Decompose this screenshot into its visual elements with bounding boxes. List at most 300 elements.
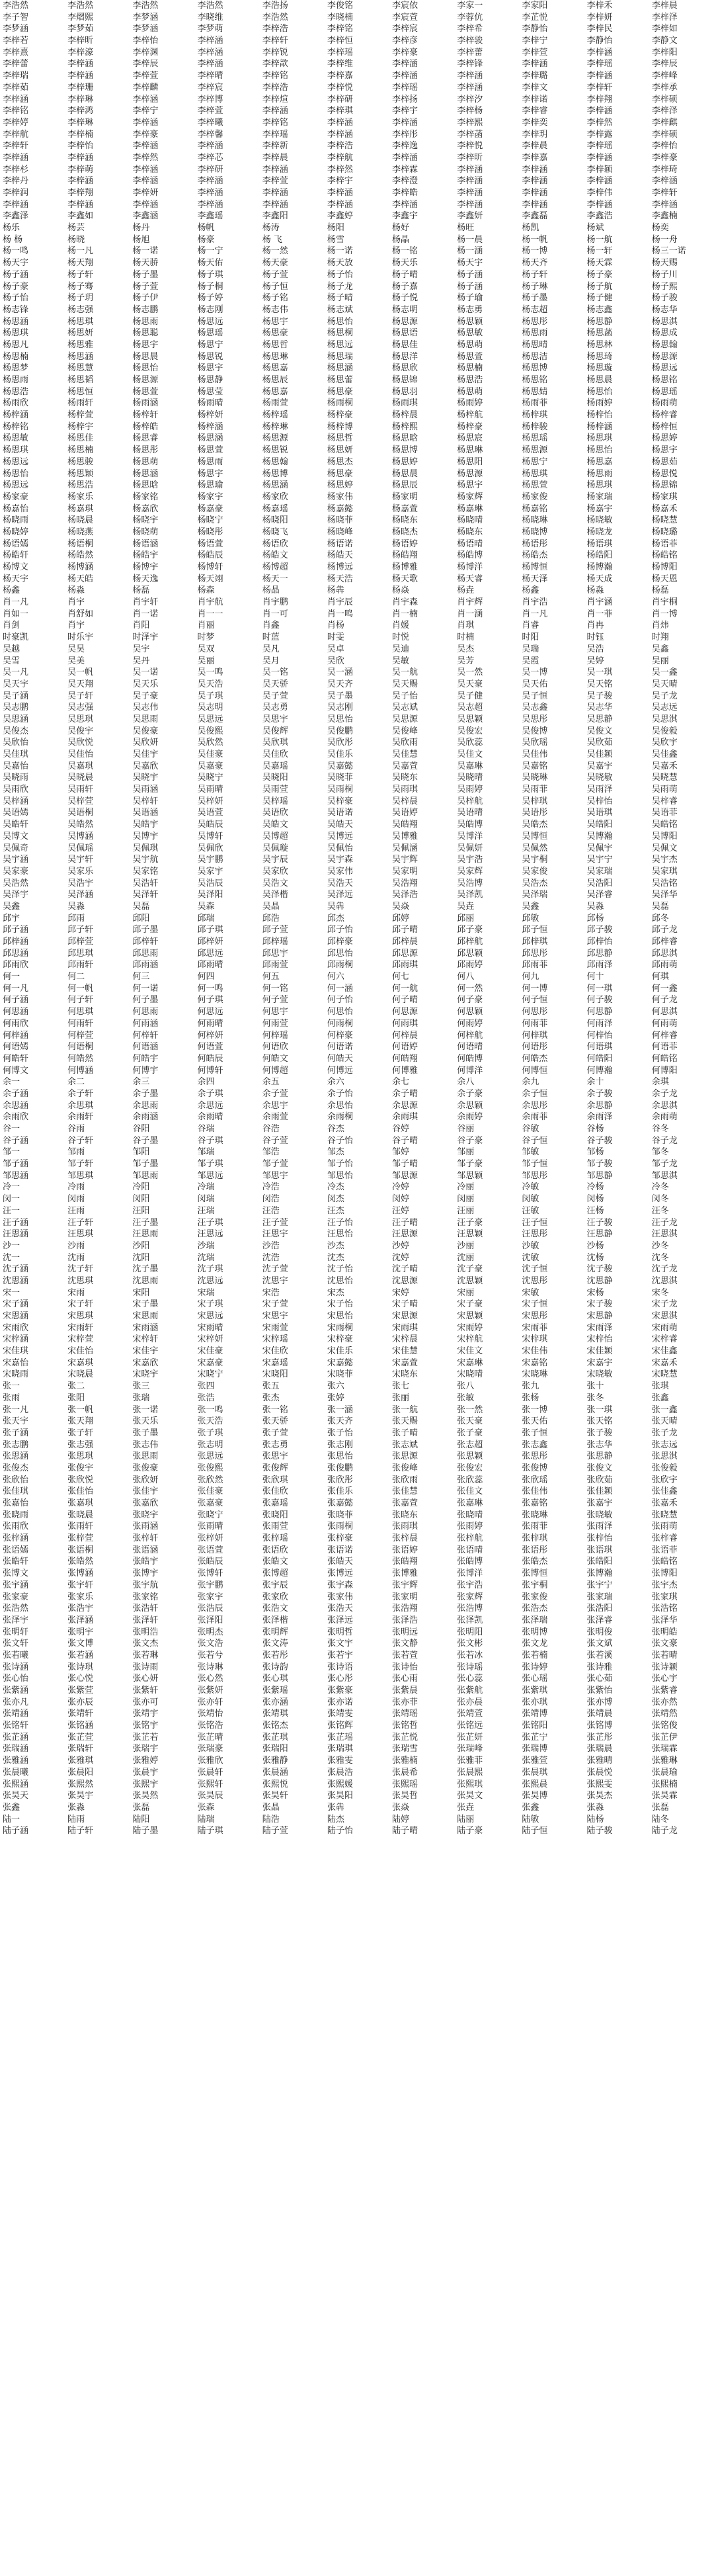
name-cell: 何子涵: [3, 995, 29, 1006]
name-cell: 杨天睿: [457, 574, 483, 584]
name-cell: 沈婷: [392, 1252, 410, 1263]
name-cell: 吴佳乐: [327, 750, 353, 759]
name-cell: 张语诺: [327, 1545, 353, 1555]
name-cell: 张俊毅: [651, 1463, 678, 1473]
name-cell: 沈思琪: [67, 1275, 94, 1286]
name-cell: 李梓茹: [3, 82, 29, 93]
name-cell: 张泽瑞: [522, 1615, 548, 1625]
name-cell: 杨子晴: [392, 269, 418, 280]
name-cell: 何一铭: [262, 983, 288, 994]
name-cell: 杨梓睿: [651, 410, 678, 421]
name-cell: 邱思远: [197, 948, 223, 959]
name-cell: 肖宇辰: [327, 597, 353, 608]
name-cell: 沈思远: [197, 1275, 223, 1286]
name-cell: 何思静: [586, 1007, 613, 1017]
name-cell: 张语涵: [132, 1545, 159, 1555]
name-cell: 宋佳欣: [262, 1346, 288, 1357]
name-cell: 杨思萱: [457, 351, 483, 362]
name-cell: 汪雨: [67, 1205, 85, 1216]
name-cell: 汪思彤: [522, 1229, 548, 1240]
name-cell: 何雨泽: [586, 1018, 613, 1029]
name-cell: 杨天豪: [262, 258, 288, 269]
name-cell: 吴浩宇: [67, 878, 94, 888]
name-cell: 吴凡: [262, 644, 280, 654]
name-cell: 吴佩怡: [327, 843, 353, 853]
name-cell: 宋阳: [132, 1287, 150, 1298]
name-cell: 张杨: [522, 1393, 539, 1403]
name-cell: 杨思源: [457, 468, 483, 479]
name-cell: 肖宇航: [197, 597, 223, 608]
name-cell: 张俊鹏: [327, 1463, 353, 1473]
name-cell: 张佳豪: [197, 1486, 223, 1497]
name-cell: 吴语桐: [67, 808, 94, 818]
name-cell: 李浩然: [132, 1, 159, 11]
name-cell: 李梓研: [197, 164, 223, 175]
name-cell: 杨思宇: [197, 468, 223, 479]
name-cell: 李梓轩: [3, 141, 29, 151]
name-cell: 宋雨萱: [262, 1322, 288, 1333]
name-cell: 李梓琳: [67, 117, 94, 128]
name-cell: 李浩然: [262, 12, 288, 22]
name-cell: 张一诺: [132, 1404, 159, 1415]
name-cell: 张欣雨: [392, 1475, 418, 1485]
name-cell: 宋晓宇: [132, 1369, 159, 1380]
name-cell: 张晓东: [392, 1510, 418, 1520]
name-cell: 杨一博: [522, 246, 548, 257]
name-cell: 何梓萱: [67, 1030, 94, 1041]
name-cell: 邱宇: [3, 913, 20, 923]
name-cell: 杨思源: [522, 445, 548, 456]
name-cell: 李梓涵: [132, 164, 159, 175]
name-cell: 李梓熹: [3, 47, 29, 58]
name-cell: 杨思楠: [457, 363, 483, 374]
name-cell: 张博瀚: [586, 1568, 613, 1579]
name-cell: 杨一轩: [586, 246, 613, 257]
name-cell: 汪婷: [392, 1205, 410, 1216]
name-cell: 杨子轩: [67, 269, 94, 280]
name-cell: 李梓轩: [651, 188, 678, 198]
name-cell: 吴雨轩: [67, 785, 94, 795]
name-cell: 张熙雯: [586, 1779, 613, 1789]
name-cell: 杨晓东: [392, 515, 418, 526]
name-cell: 张浩辰: [197, 1604, 223, 1614]
name-cell: 张子骏: [586, 1428, 613, 1438]
name-cell: 张泽远: [327, 1615, 353, 1625]
name-cell: 杨思晨: [392, 468, 418, 479]
name-cell: 谷一: [3, 1124, 20, 1134]
name-cell: 张家豪: [3, 1592, 29, 1602]
name-cell: 杨晓龙: [586, 527, 613, 537]
name-cell: 邱雨萱: [262, 960, 288, 970]
name-cell: 张靖宇: [132, 1709, 159, 1719]
name-cell: 杨志刚: [197, 304, 223, 315]
name-cell: 杨子萱: [262, 269, 288, 280]
name-cell: 杨天浩: [327, 574, 353, 584]
name-cell: 肖宇浩: [522, 597, 548, 608]
name-cell: 张诗怡: [392, 1662, 418, 1672]
name-cell: 杨思瑞: [327, 351, 353, 362]
name-cell: 李梓涵: [197, 176, 223, 187]
name-cell: 张一凡: [3, 1404, 29, 1415]
name-cell: 宋思宇: [262, 1311, 288, 1321]
name-cell: 杨志伟: [262, 304, 288, 315]
name-cell: 吴子轩: [67, 691, 94, 701]
name-cell: 吴欣悦: [67, 738, 94, 748]
name-cell: 邱思雨: [132, 948, 159, 959]
name-cell: 张芷若: [132, 1732, 159, 1742]
name-cell: 杨梓航: [457, 410, 483, 421]
name-cell: 李梓怡: [651, 141, 678, 151]
name-cell: 吴博远: [327, 831, 353, 841]
name-cell: 杨晓: [67, 234, 85, 245]
name-cell: 张晨瑜: [651, 1767, 678, 1778]
name-cell: 张亦然: [651, 1697, 678, 1707]
name-cell: 张宇航: [132, 1580, 159, 1590]
name-cell: 吴博阳: [651, 831, 678, 841]
name-cell: 何语欣: [262, 1042, 288, 1052]
name-cell: 肖舒如: [67, 609, 94, 619]
name-cell: 张一鑫: [651, 1404, 678, 1415]
name-cell: 杨一铭: [392, 246, 418, 257]
name-cell: 李梓瑶: [327, 47, 353, 58]
name-cell: 吴嘉萱: [392, 761, 418, 771]
name-cell: 吴志刚: [327, 703, 353, 713]
name-cell: 陆敏: [522, 1814, 539, 1825]
name-cell: 谷子墨: [132, 1135, 159, 1146]
name-cell: 张家伟: [327, 1592, 353, 1602]
name-cell: 汪一: [3, 1205, 20, 1216]
name-cell: 张晓菲: [327, 1510, 353, 1520]
name-cell: 吴家琪: [651, 866, 678, 877]
name-cell: 吴梓轩: [132, 796, 159, 806]
name-cell: 杨旭: [132, 234, 150, 245]
name-cell: 宋子豪: [457, 1299, 483, 1310]
name-cell: 吴嘉琳: [457, 761, 483, 771]
name-cell: 张欣琪: [262, 1475, 288, 1485]
name-cell: 杨思桐: [327, 328, 353, 339]
name-cell: 陆婷: [392, 1814, 410, 1825]
name-cell: 张皓轩: [3, 1557, 29, 1567]
name-cell: 闵冬: [651, 1194, 669, 1205]
name-cell: 李梓泽: [651, 106, 678, 116]
name-cell: 吴博雅: [392, 831, 418, 841]
name-cell: 李梓涵: [132, 117, 159, 128]
name-cell: 何一航: [392, 983, 418, 994]
name-cell: 李梓泽: [651, 12, 678, 22]
name-cell: 张博阳: [651, 1568, 678, 1579]
name-cell: 邱思源: [392, 948, 418, 959]
name-cell: 何博阳: [651, 1065, 678, 1076]
name-cell: 杨焱: [392, 585, 410, 596]
name-cell: 李梓涵: [457, 82, 483, 93]
name-cell: 杨思晗: [132, 480, 159, 491]
name-cell: 张皓文: [262, 1557, 288, 1567]
name-cell: 杨梓涵: [197, 421, 223, 432]
name-cell: 邹敏: [522, 1147, 539, 1158]
name-cell: 杨思韬: [67, 375, 94, 385]
name-cell: 杨语欣: [262, 538, 288, 549]
name-cell: 杨思颖: [457, 316, 483, 327]
name-cell: 冷丽: [457, 1182, 475, 1193]
name-cell: 张一帆: [67, 1404, 94, 1415]
name-cell: 吴梓瑶: [262, 796, 288, 806]
name-cell: 张一博: [522, 1404, 548, 1415]
name-cell: 张俊豪: [132, 1463, 159, 1473]
name-cell: 杨梓轩: [132, 410, 159, 421]
name-cell: 杨嘉萱: [392, 503, 418, 514]
name-cell: 李梓涵: [586, 152, 613, 163]
name-cell: 李梓涵: [67, 71, 94, 81]
name-cell: 杨思茹: [651, 456, 678, 467]
name-cell: 张浩博: [457, 1604, 483, 1614]
name-cell: 吴卓: [327, 644, 344, 654]
name-cell: 何思怡: [327, 1007, 353, 1017]
name-cell: 邹思静: [586, 1170, 613, 1181]
name-cell: 张明俊: [586, 1627, 613, 1637]
name-cell: 张梓晨: [392, 1533, 418, 1544]
name-cell: 张明辉: [262, 1627, 288, 1637]
name-cell: 吴宇杰: [651, 855, 678, 865]
name-cell: 杨子熙: [651, 281, 678, 292]
name-cell: 张皓辰: [197, 1557, 223, 1567]
name-cell: 杨子悦: [392, 293, 418, 304]
name-cell: 杨思琪: [586, 480, 613, 491]
name-cell: 张瑞: [132, 1393, 150, 1403]
name-cell: 李梓蕾: [457, 47, 483, 58]
name-cell: 李梓新: [262, 141, 288, 151]
name-cell: 杨一晨: [457, 234, 483, 245]
name-cell: 张雅雯: [327, 1756, 353, 1766]
name-cell: 张浩: [197, 1393, 215, 1403]
name-cell: 宋思静: [586, 1311, 613, 1321]
name-cell: 何一鸣: [197, 983, 223, 994]
name-cell: 宋梓怡: [586, 1334, 613, 1345]
name-cell: 张九: [522, 1381, 539, 1392]
name-cell: 肖冉: [586, 621, 604, 631]
name-cell: 李梓涵: [197, 188, 223, 198]
name-cell: 吴博超: [262, 831, 288, 841]
name-cell: 张博洋: [457, 1568, 483, 1579]
name-cell: 宋浩: [262, 1287, 280, 1298]
name-cell: 吴天宇: [3, 679, 29, 689]
name-cell: 李梓然: [586, 117, 613, 128]
name-cell: 肖宇桐: [651, 597, 678, 608]
name-cell: 宋佳宇: [132, 1346, 159, 1357]
name-cell: 杨嘉宇: [586, 503, 613, 514]
name-cell: 何雨萱: [262, 1018, 288, 1029]
name-cell: 杨磊: [132, 585, 150, 596]
name-cell: 吴浩文: [262, 878, 288, 888]
name-cell: 杨思铭: [651, 375, 678, 385]
name-cell: 杨雨欣: [3, 398, 29, 409]
name-cell: 吴志鹏: [3, 703, 29, 713]
name-cell: 李梓涵: [586, 199, 613, 210]
name-cell: 宋思源: [392, 1311, 418, 1321]
name-cell: 张雅静: [262, 1756, 288, 1766]
name-cell: 吴嘉宇: [586, 761, 613, 771]
name-cell: 吴皓然: [67, 820, 94, 830]
name-cell: 张心悦: [67, 1674, 94, 1684]
name-cell: 杨志鹏: [132, 304, 159, 315]
name-cell: 张思涵: [3, 1451, 29, 1462]
name-cell: 李梓涵: [392, 59, 418, 69]
name-cell: 杨磊: [651, 585, 669, 596]
name-cell: 张梓睿: [651, 1533, 678, 1544]
name-cell: 邱梓萱: [67, 937, 94, 947]
name-cell: 何六: [327, 972, 344, 982]
name-cell: 杨梓晨: [392, 410, 418, 421]
name-cell: 张心瑶: [522, 1674, 548, 1684]
name-cell: 吴晓雨: [3, 773, 29, 783]
name-cell: 张欣彤: [327, 1475, 353, 1485]
name-cell: 吴天浩: [197, 679, 223, 689]
name-cell: 张文豪: [651, 1639, 678, 1649]
name-cell: 张若楠: [522, 1650, 548, 1660]
name-cell: 吴佳鑫: [651, 750, 678, 759]
name-cell: 汪浩: [262, 1205, 280, 1216]
name-cell: 何语晴: [457, 1042, 483, 1052]
name-cell: 李晓楠: [327, 12, 353, 22]
name-cell: 杨思嘉: [262, 386, 288, 397]
name-cell: 张芷晴: [197, 1732, 223, 1742]
name-cell: 张昊文: [457, 1791, 483, 1801]
name-cell: 吴子萱: [262, 691, 288, 701]
name-cell: 肖琪: [457, 621, 475, 631]
name-cell: 何梓怡: [586, 1030, 613, 1041]
name-cell: 张天浩: [197, 1416, 223, 1427]
name-cell: 杨晓宇: [132, 515, 159, 526]
name-cell: 李梓涵: [392, 152, 418, 163]
name-cell: 张亦晨: [457, 1697, 483, 1707]
name-cell: 沈思源: [392, 1275, 418, 1286]
name-cell: 肖丽: [197, 621, 215, 631]
name-cell: 吴思淇: [651, 714, 678, 724]
name-cell: 张家瑞: [586, 1592, 613, 1602]
name-cell: 张子怡: [327, 1428, 353, 1438]
name-cell: 杨晓晨: [67, 515, 94, 526]
name-cell: 张心宇: [651, 1674, 678, 1684]
name-cell: 张阳: [67, 1393, 85, 1403]
name-cell: 李梓锐: [262, 47, 288, 58]
name-cell: 杨梓瑶: [262, 410, 288, 421]
name-cell: 宋佳鑫: [651, 1346, 678, 1357]
name-cell: 张诗瑶: [457, 1662, 483, 1672]
name-cell: 李芷悦: [522, 12, 548, 22]
name-cell: 吴浩轩: [132, 878, 159, 888]
name-cell: 吴欣宇: [651, 738, 678, 748]
name-cell: 李梦涵: [3, 24, 29, 34]
name-cell: 张紫萱: [67, 1686, 94, 1696]
name-cell: 沈子恒: [522, 1264, 548, 1275]
name-cell: 何梓晨: [392, 1030, 418, 1041]
name-cell: 吴梓豪: [327, 796, 353, 806]
name-cell: 张三: [132, 1381, 150, 1392]
name-cell: 吴梓航: [457, 796, 483, 806]
name-cell: 宋子骏: [586, 1299, 613, 1310]
name-cell: 吴雨琪: [392, 785, 418, 795]
name-cell: 谷子涵: [3, 1135, 29, 1146]
name-cell: 吴欣怡: [3, 738, 29, 748]
name-cell: 杨博宇: [132, 562, 159, 572]
name-cell: 张文宇: [327, 1639, 353, 1649]
name-cell: 李宸萱: [392, 12, 418, 22]
name-cell: 吴家豪: [3, 866, 29, 877]
name-cell: 张鑫: [3, 1802, 20, 1813]
name-cell: 宋雨琪: [392, 1322, 418, 1333]
name-cell: 邹子墨: [132, 1159, 159, 1170]
name-cell: 吴浩铭: [651, 878, 678, 888]
name-cell: 杨博文: [3, 562, 29, 572]
name-cell: 宋晓敏: [586, 1369, 613, 1380]
name-cell: 张雨萱: [262, 1522, 288, 1532]
name-cell: 沈子琪: [197, 1264, 223, 1275]
name-cell: 邱杰: [327, 913, 344, 923]
name-cell: 张佳宇: [132, 1486, 159, 1497]
name-cell: 吴宇宁: [586, 855, 613, 865]
name-cell: 何子怡: [327, 995, 353, 1006]
name-cell: 吴子骏: [586, 691, 613, 701]
name-cell: 张宇浩: [457, 1580, 483, 1590]
name-cell: 余思琪: [67, 1100, 94, 1111]
name-cell: 吴婷: [586, 656, 604, 666]
name-cell: 杨思琪: [586, 433, 613, 444]
name-cell: 李梓涵: [132, 199, 159, 210]
name-cell: 何十: [586, 972, 604, 982]
name-cell: 杨志鑫: [586, 304, 613, 315]
name-cell: 沈瑞: [197, 1252, 215, 1263]
name-cell: 张雨晴: [197, 1522, 223, 1532]
name-cell: 杨思涵: [132, 468, 159, 479]
name-cell: 何思源: [392, 1007, 418, 1017]
name-cell: 张铭浩: [197, 1721, 223, 1731]
name-cell: 杨皓然: [67, 550, 94, 561]
name-cell: 吴家瑞: [586, 866, 613, 877]
name-cell: 吴家铭: [132, 866, 159, 877]
name-cell: 李梓扬: [392, 94, 418, 105]
name-cell: 李梓涵: [457, 164, 483, 175]
name-cell: 李梓萱: [262, 176, 288, 187]
name-cell: 何语婷: [392, 1042, 418, 1052]
name-cell: 吴丽: [197, 656, 215, 666]
name-cell: 肖一凡: [522, 609, 548, 619]
name-cell: 张靖萱: [457, 1709, 483, 1719]
name-cell: 张嘉懿: [327, 1498, 353, 1508]
name-cell: 张一琪: [586, 1404, 613, 1415]
name-cell: 张七: [392, 1381, 410, 1392]
name-cell: 张家铭: [132, 1592, 159, 1602]
name-cell: 杨志勇: [457, 304, 483, 315]
name-cell: 吴晓阳: [262, 773, 288, 783]
name-cell: 张亦涵: [262, 1697, 288, 1707]
name-cell: 张靖雯: [327, 1709, 353, 1719]
name-cell: 肖一诺: [132, 609, 159, 619]
name-cell: 李梓恒: [327, 36, 353, 46]
name-cell: 杨思楠: [3, 351, 29, 362]
name-cell: 何博远: [327, 1065, 353, 1076]
name-cell: 宋嘉铭: [522, 1357, 548, 1368]
name-cell: 张博宇: [132, 1568, 159, 1579]
name-cell: 吴皓铭: [651, 820, 678, 830]
name-cell: 李梓铭: [262, 117, 288, 128]
name-cell: 邱子墨: [132, 925, 159, 935]
name-cell: 张亦辰: [67, 1697, 94, 1707]
name-cell: 谷子怡: [327, 1135, 353, 1146]
name-cell: 杨思宁: [197, 339, 223, 350]
name-cell: 吴天铭: [586, 679, 613, 689]
name-cell: 杨天宇: [457, 258, 483, 269]
name-cell: 杨思铭: [522, 375, 548, 385]
name-cell: 杨梓涵: [3, 410, 29, 421]
